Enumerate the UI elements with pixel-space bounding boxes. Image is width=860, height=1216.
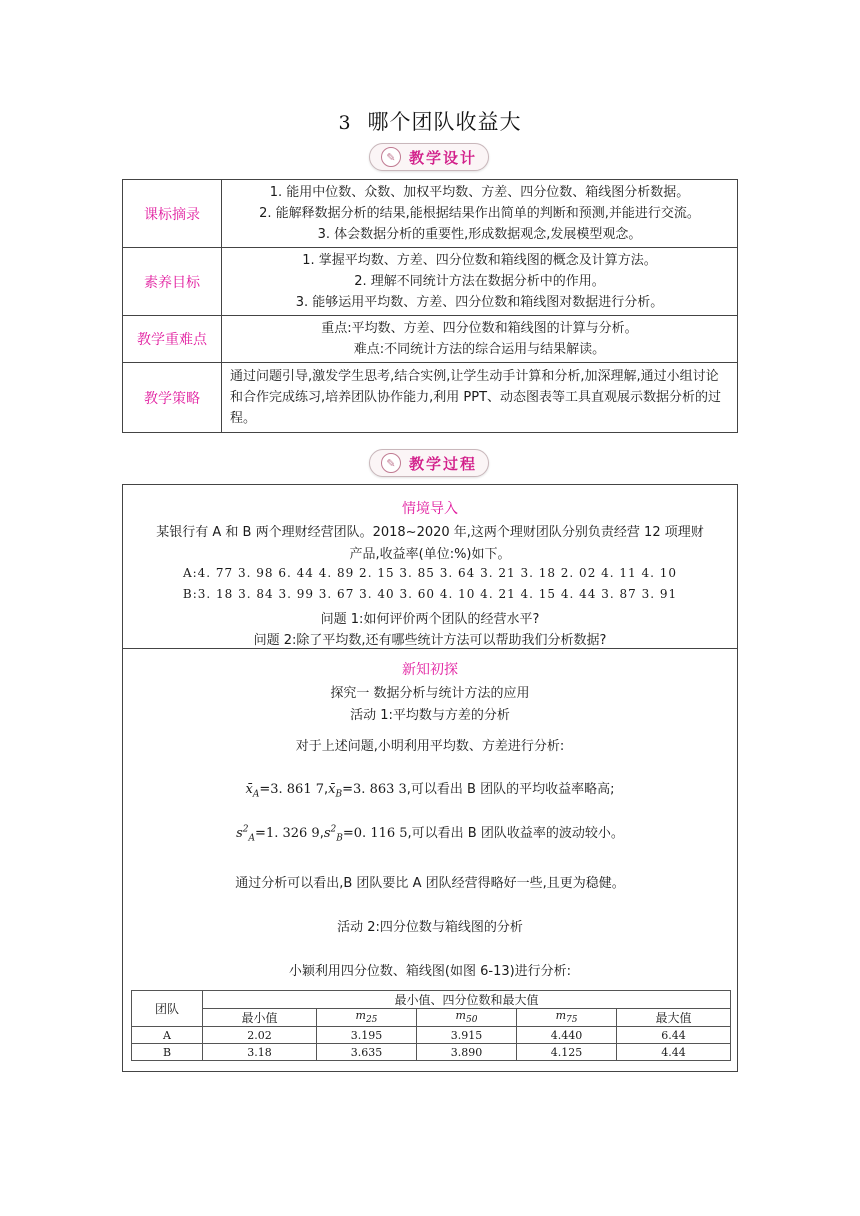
design-row-content: 通过问题引导,激发学生思考,结合实例,让学生动手计算和分析,加深理解,通过小组讨论和合作完成练习,培养团队协作能力,利用 PPT、动态图表等工具直观展示数据分析的过程。 xyxy=(222,363,738,433)
team-a-data: A:4. 77 3. 98 6. 44 4. 89 2. 15 3. 85 3. 64 3. 21 3. 18 2. 02 4. 11 4. 10 xyxy=(182,566,678,580)
column-header: 最小值 xyxy=(203,1009,317,1027)
table-row xyxy=(132,1027,731,1044)
value-cell: 2.02 xyxy=(203,1027,317,1044)
column-header: 最大值 xyxy=(617,1009,731,1027)
column-header-m75: $m_{75}$ xyxy=(517,1009,617,1027)
overall-conclusion: 通过分析可以看出,B 团队要比 A 团队经营得略好一些,且更为稳健。 xyxy=(235,876,625,891)
explore-heading: 新知初探 xyxy=(402,662,458,678)
intro-heading: 情境导入 xyxy=(402,501,458,517)
design-line: 1. 能用中位数、众数、加权平均数、方差、四分位数、箱线图分析数据。 xyxy=(269,185,690,200)
design-line: 重点:平均数、方差、四分位数和箱线图的计算与分析。 xyxy=(321,321,638,336)
inquiry-title: 探究一 数据分析与统计方法的应用 xyxy=(330,686,530,701)
variance-a-value: 1. 326 9 xyxy=(265,826,320,841)
design-line: 3. 体会数据分析的重要性,形成数据观念,发展模型观念。 xyxy=(317,227,642,242)
design-row-label: 教学重难点 xyxy=(123,316,222,363)
quartile-table xyxy=(131,990,731,1061)
value-cell: 3.18 xyxy=(203,1044,317,1061)
value-cell: 4.125 xyxy=(517,1044,617,1061)
process-box xyxy=(122,484,738,1072)
design-row-content xyxy=(222,316,738,363)
value-cell: 3.195 xyxy=(316,1027,416,1044)
value-cell: 3.915 xyxy=(416,1027,516,1044)
column-header-m50: $m_{50}$ xyxy=(416,1009,516,1027)
design-table xyxy=(122,179,738,433)
value-cell: 4.440 xyxy=(517,1027,617,1044)
lesson-number: 3 xyxy=(338,112,352,134)
team-header: 团队 xyxy=(132,991,203,1027)
design-section-badge xyxy=(369,143,489,171)
value-cell: 6.44 xyxy=(617,1027,731,1044)
design-row-content xyxy=(222,248,738,316)
design-line: 2. 理解不同统计方法在数据分析中的作用。 xyxy=(354,274,605,289)
section-divider xyxy=(123,648,737,649)
group-header: 最小值、四分位数和最大值 xyxy=(203,991,731,1009)
design-row-label: 课标摘录 xyxy=(123,180,222,248)
badge-icon: ✎ xyxy=(381,453,401,473)
design-line: 3. 能够运用平均数、方差、四分位数和箱线图对数据进行分析。 xyxy=(295,295,664,310)
variance-conclusion: ,可以看出 B 团队收益率的波动较小。 xyxy=(407,826,624,841)
mean-conclusion: ,可以看出 B 团队的平均收益率略高; xyxy=(406,782,615,797)
design-line: 2. 能解释数据分析的结果,能根据结果作出简单的判断和预测,并能进行交流。 xyxy=(259,206,700,221)
intro-paragraph-line: 产品,收益率(单位:%)如下。 xyxy=(349,547,511,562)
column-header-m25: $m_{25}$ xyxy=(316,1009,416,1027)
team-cell: B xyxy=(132,1044,203,1061)
design-line: 1. 掌握平均数、方差、四分位数和箱线图的概念及计算方法。 xyxy=(302,253,657,268)
activity-1-title: 活动 1:平均数与方差的分析 xyxy=(350,708,510,723)
process-badge-label: 教学过程 xyxy=(408,454,477,473)
badge-icon: ✎ xyxy=(381,147,401,167)
table-row xyxy=(132,1044,731,1061)
design-row-label: 教学策略 xyxy=(123,363,222,433)
design-row-label: 素养目标 xyxy=(123,248,222,316)
mean-result: $x̄_A=3$. 861 $7,x̄_B=3$. 863 3,可以看出 B 团队的平均收益率略高; xyxy=(245,782,615,800)
process-section-badge xyxy=(369,449,489,477)
value-cell: 4.44 xyxy=(617,1044,731,1061)
design-line: 难点:不同统计方法的综合运用与结果解读。 xyxy=(353,342,606,357)
lesson-title: 哪个团队收益大 xyxy=(367,110,522,134)
mean-a-value: 3. 861 7 xyxy=(270,782,325,797)
activity-2-title: 活动 2:四分位数与箱线图的分析 xyxy=(337,920,523,935)
question-2: 问题 2:除了平均数,还有哪些统计方法可以帮助我们分析数据? xyxy=(253,633,607,648)
variance-b-value: 0. 116 5 xyxy=(353,826,408,841)
quartile-intro: 小颖利用四分位数、箱线图(如图 6-13)进行分析: xyxy=(288,964,572,979)
analysis-intro: 对于上述问题,小明利用平均数、方差进行分析: xyxy=(295,739,565,754)
design-badge-label: 教学设计 xyxy=(408,148,477,167)
mean-b-value: 3. 863 3 xyxy=(353,782,407,797)
design-row-content xyxy=(222,180,738,248)
question-1: 问题 1:如何评价两个团队的经营水平? xyxy=(320,612,540,627)
team-b-data: B:3. 18 3. 84 3. 99 3. 67 3. 40 3. 60 4. 10 4. 21 4. 15 4. 44 3. 87 3. 91 xyxy=(182,587,678,601)
page-title xyxy=(0,106,860,136)
value-cell: 3.635 xyxy=(316,1044,416,1061)
intro-paragraph-line: 某银行有 A 和 B 两个理财经营团队。2018~2020 年,这两个理财团队分别负责经营 12 项理财 xyxy=(156,525,704,540)
value-cell: 3.890 xyxy=(416,1044,516,1061)
team-cell: A xyxy=(132,1027,203,1044)
variance-result: $s^2_A=1$. 326 $9,s^2_B=0$. 116 5,可以看出 B 团队收益率的波动较小。 xyxy=(236,824,624,844)
